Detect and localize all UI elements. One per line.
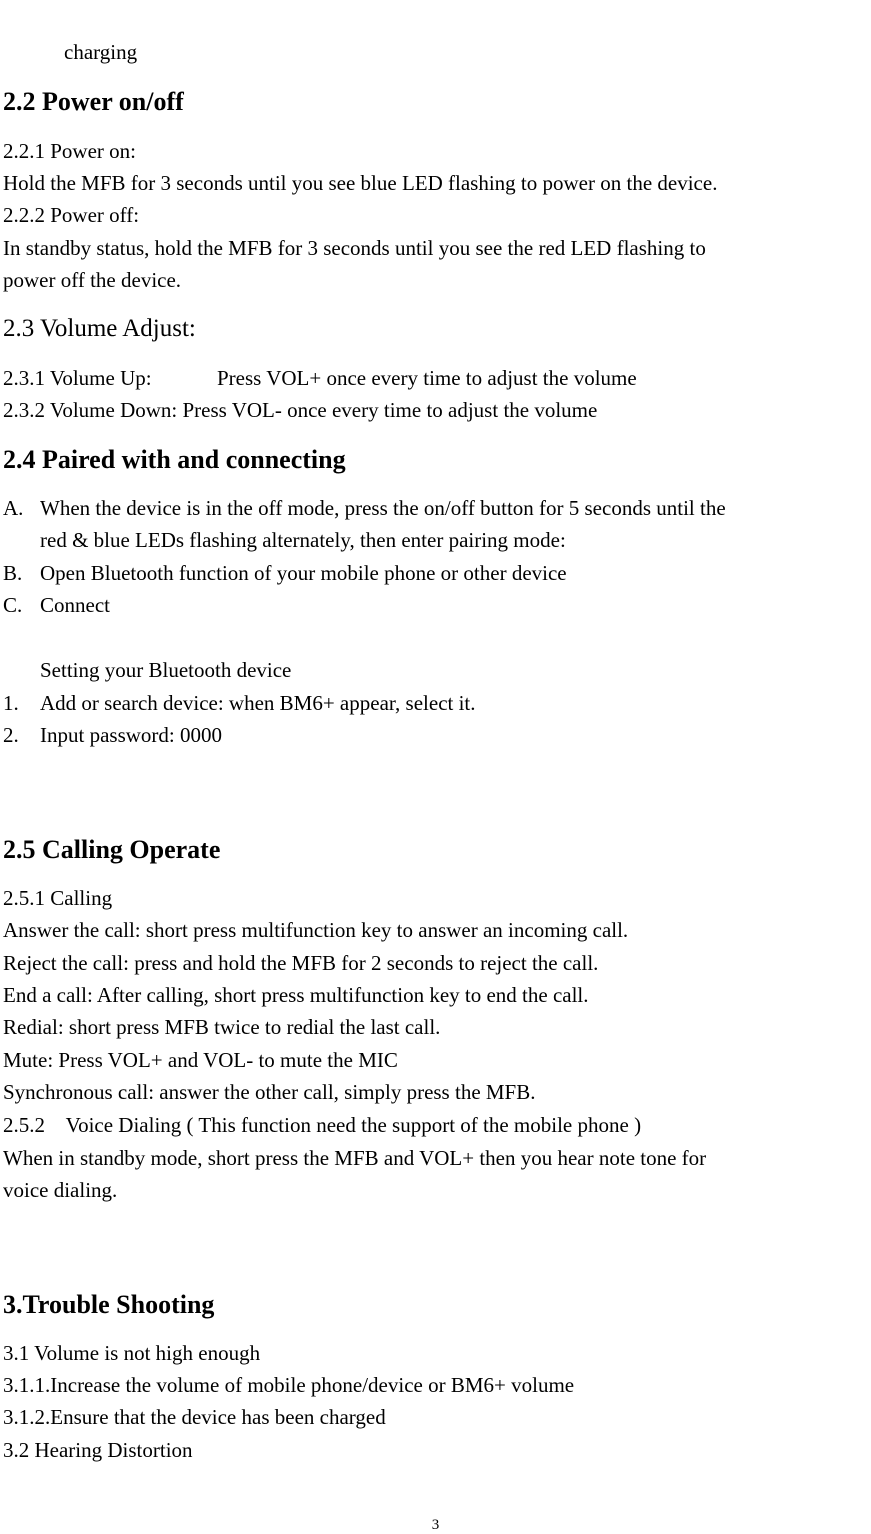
volume-up-line: [3, 365, 637, 391]
power-off-text-2: power off the device.: [3, 268, 182, 292]
calling-line: Synchronous call: answer the other call, simply press the MFB.: [3, 1080, 536, 1104]
calling-line: Answer the call: short press multifunction key to answer an incoming call.: [3, 918, 629, 942]
list-marker: A.: [3, 496, 24, 520]
calling-line: End a call: After calling, short press multifunction key to end the call.: [3, 983, 589, 1007]
heading-volume-adjust: 2.3 Volume Adjust:: [3, 315, 196, 342]
step-2: Input password: 0000: [40, 723, 222, 747]
power-on-text: Hold the MFB for 3 seconds until you see blue LED flashing to power on the device.: [3, 171, 718, 195]
power-off-label: 2.2.2 Power off:: [3, 203, 140, 227]
volume-up-text: Press VOL+ once every time to adjust the volume: [217, 366, 637, 390]
list-item-c: Connect: [40, 593, 110, 617]
volume-down-line: 2.3.2 Volume Down: Press VOL- once every time to adjust the volume: [3, 398, 598, 422]
calling-line: Redial: short press MFB twice to redial the last call.: [3, 1015, 441, 1039]
trouble-line: 3.2 Hearing Distortion: [3, 1438, 193, 1462]
trouble-line: 3.1 Volume is not high enough: [3, 1341, 261, 1365]
power-on-label: 2.2.1 Power on:: [3, 139, 136, 163]
list-marker: B.: [3, 561, 23, 585]
step-1: Add or search device: when BM6+ appear, select it.: [40, 691, 476, 715]
calling-line: 2.5.1 Calling: [3, 886, 113, 910]
calling-line: When in standby mode, short press the MFB and VOL+ then you hear note tone for: [3, 1146, 707, 1170]
trouble-line: 3.1.2.Ensure that the device has been charged: [3, 1405, 386, 1429]
power-off-text-1: In standby status, hold the MFB for 3 seconds until you see the red LED flashing to: [3, 236, 706, 260]
intro-line: charging: [64, 40, 138, 64]
step-marker: 2.: [3, 723, 19, 747]
volume-up-label: 2.3.1 Volume Up:: [3, 366, 152, 390]
calling-line: Mute: Press VOL+ and VOL- to mute the MIC: [3, 1048, 398, 1072]
calling-line: 2.5.2 Voice Dialing ( This function need the support of the mobile phone ): [3, 1113, 642, 1137]
list-marker: C.: [3, 593, 23, 617]
step-marker: 1.: [3, 691, 19, 715]
calling-line: Reject the call: press and hold the MFB for 2 seconds to reject the call.: [3, 951, 599, 975]
heading-power-on-off: 2.2 Power on/off: [3, 87, 184, 116]
list-item-a-line-1: When the device is in the off mode, press the on/off button for 5 seconds until the: [40, 496, 726, 520]
list-item-a-line-2: red & blue LEDs flashing alternately, then enter pairing mode:: [40, 528, 566, 552]
trouble-line: 3.1.1.Increase the volume of mobile phone/device or BM6+ volume: [3, 1373, 575, 1397]
calling-line: voice dialing.: [3, 1178, 118, 1202]
heading-calling-operate: 2.5 Calling Operate: [3, 835, 221, 864]
setting-title: Setting your Bluetooth device: [40, 658, 292, 682]
page-number: 3: [431, 1517, 440, 1533]
list-item-b: Open Bluetooth function of your mobile phone or other device: [40, 561, 567, 585]
heading-trouble-shooting: 3.Trouble Shooting: [3, 1290, 215, 1319]
heading-pairing: 2.4 Paired with and connecting: [3, 445, 346, 474]
